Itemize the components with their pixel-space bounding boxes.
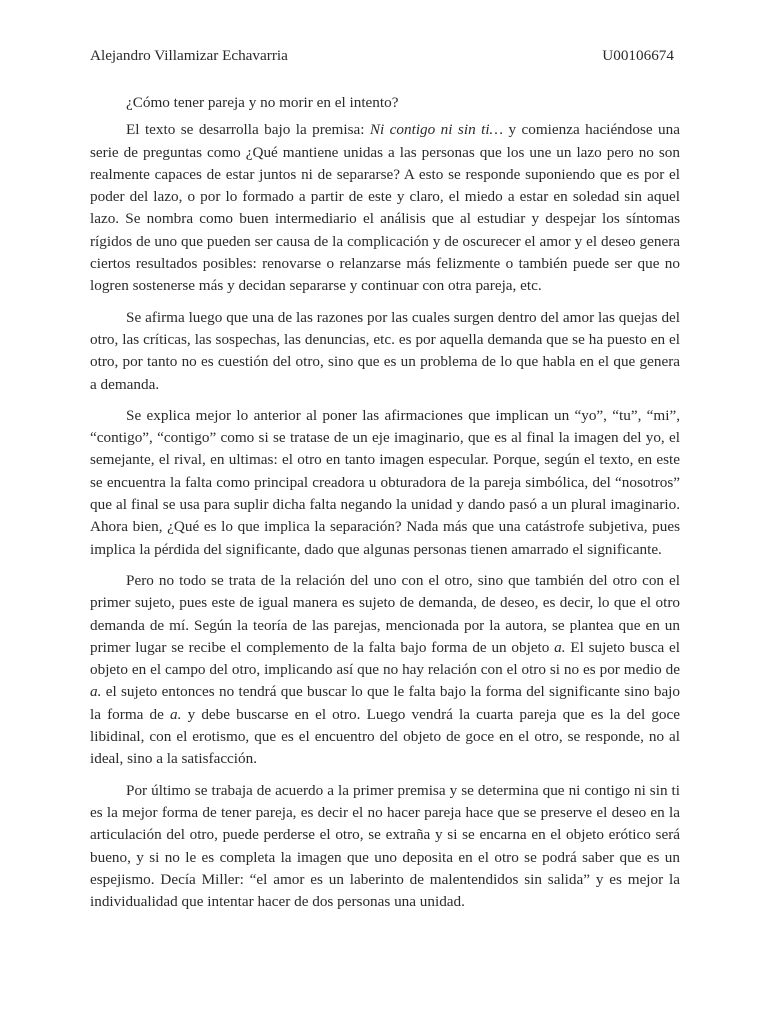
paragraph-2: Se afirma luego que una de las razones por las cuales surgen dentro del amor las quejas del otro, las críticas, las sospechas, las denuncias, etc. es por aquella demanda que se ha puesto en el otro, por tanto no es cuestión del otro, sino que es un problema de lo que habla en el que genera a demanda. — [90, 308, 680, 393]
object-a-emphasis: a. — [170, 705, 182, 723]
paragraph-text: y debe buscarse en el otro. Luego vendrá la cuarta pareja que es la del goce libidinal, con el erotismo, que es el encuentro del objeto de goce en el otro, se responde, no al ideal, sino a la satisfacción. — [90, 705, 681, 768]
paragraph-text: el sujeto entonces no tendrá que buscar lo que le falta bajo la forma del significante sino bajo la forma de — [90, 683, 680, 723]
student-id: U00106674 — [602, 47, 674, 64]
paragraph-text: El texto se desarrolla bajo la premisa: — [126, 121, 370, 139]
paragraph-text: Pero no todo se trata de la relación del uno con el otro, sino que también del otro con el primer sujeto, pues este de igual manera es sujeto de demanda, de deseo, es decir, lo que el otro demanda de mí. Según la teoría de las parejas, mencionada por la autora, se plantea que en un primer lugar se recibe el complemento de la falta bajo forma de un objeto — [90, 571, 680, 656]
object-a-emphasis: a. — [90, 683, 102, 701]
paragraph-3: Se explica mejor lo anterior al poner las afirmaciones que implican un “yo”, “tu”, “mi”, “contigo”, “contigo” como si se tratase de un eje imaginario, que es al final la imagen del yo, el semejante, el rival, en ultimas: el otro en tanto imagen especular. Porque, según el texto, en este se encuentra la falta como principal creadora u obturadora de la pareja simbólica, del “nosotros” que al final se usa para suplir dicha falta negando la unidad y dando pasó a un plural imaginario. Ahora bien, ¿Qué es lo que implica la separación? Nada más que una catástrofe subjetiva, pues implica la pérdida del significante, dado que algunas personas tienen amarrado el significante. — [90, 406, 680, 558]
paragraph-text: y comienza haciéndose una serie de preguntas como ¿Qué mantiene unidas a las personas que los une un lazo pero no son realmente capaces de estar juntos ni de separarse? A esto se responde suponiendo que es por el poder del lazo, o por lo formado a partir de este y claro, el miedo a estar en soledad sin aquel lazo. Se nombra como buen intermediario el análisis que al estudiar y despejar los síntomas rígidos de uno que pueden ser causa de la complicación y de oscurecer el amor y el deseo genera ciertos resultados posibles: renovarse o relanzarse más felizmente o también puede ser que no logren sostenerse más y decidan separarse y continuar con otra pareja, etc. — [90, 121, 680, 295]
paragraph-1 — [90, 119, 680, 297]
author-name: Alejandro Villamizar Echavarria — [90, 47, 288, 64]
premise-emphasis: Ni contigo ni sin ti… — [369, 121, 504, 139]
document-title: ¿Cómo tener pareja y no morir en el intento? — [126, 94, 399, 111]
document-body — [90, 92, 680, 922]
paragraph-4 — [90, 570, 680, 771]
paragraph-text: El sujeto busca el objeto en el campo del otro, implicando así que no hay relación con el otro si no es por medio de — [90, 638, 680, 679]
object-a-emphasis: a. — [554, 638, 566, 656]
paragraph-5: Por último se trabaja de acuerdo a la primer premisa y se determina que ni contigo ni sin ti es la mejor forma de tener pareja, es decir el no hacer pareja hace que se preserve el deseo en la articulación del otro, puede perderse el otro, se extraña y si se encarna en el objeto erótico será bueno, y si no le es completa la imagen que uno deposita en el otro se podrá saber que es un espejismo. Decía Miller: “el amor es un laberinto de malentendidos sin salida” y es mejor la individualidad que intentar hacer de dos personas una unidad. — [90, 781, 680, 911]
page-header — [90, 46, 674, 66]
